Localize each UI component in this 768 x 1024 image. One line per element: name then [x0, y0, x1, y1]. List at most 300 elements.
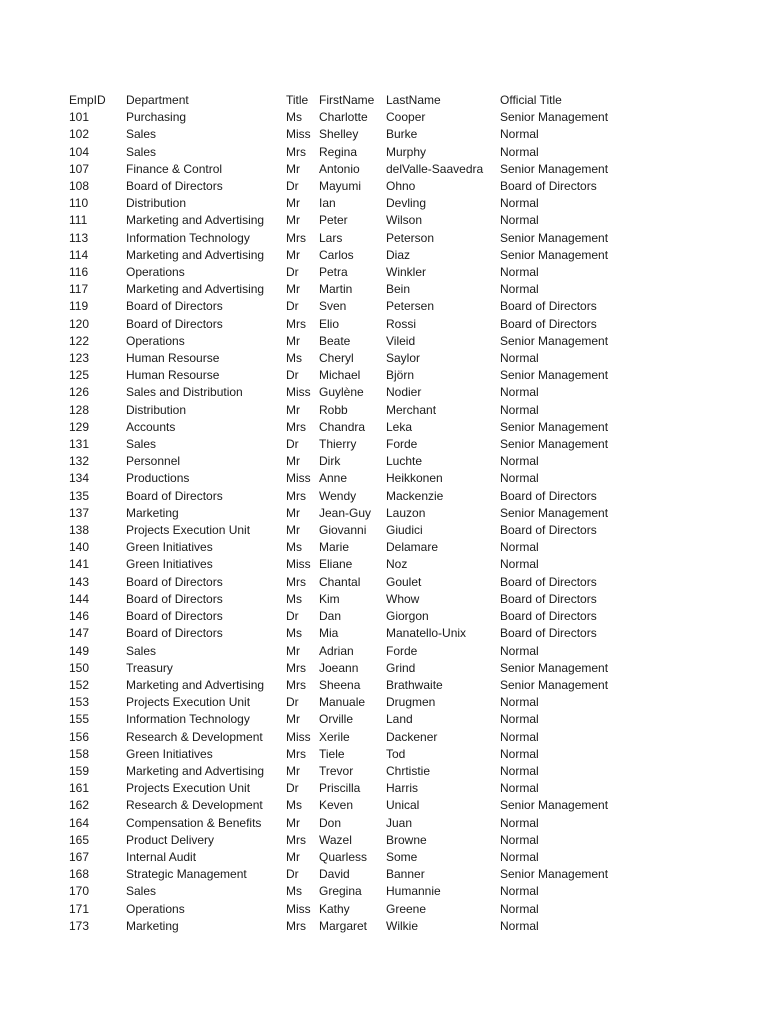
cell-lastname: Luchte: [386, 454, 423, 469]
cell-firstname: Charlotte: [319, 110, 368, 125]
cell-firstname: Quarless: [319, 849, 368, 864]
table-row: [69, 230, 630, 247]
cell-department: Purchasing: [126, 110, 187, 125]
cell-lastname: Juan: [386, 815, 413, 830]
cell-title: Mr: [286, 196, 300, 211]
cell-official-title: Board of Directors: [500, 574, 597, 589]
cell-department: Personnel: [126, 454, 181, 469]
cell-official-title: Normal: [500, 643, 539, 658]
cell-official-title: Normal: [500, 746, 539, 761]
cell-title: Ms: [286, 540, 302, 555]
table-row: [69, 384, 630, 401]
cell-firstname: Marie: [319, 540, 350, 555]
cell-official-title: Normal: [500, 471, 539, 486]
cell-title: Mrs: [286, 488, 306, 503]
cell-lastname: Nodier: [386, 385, 422, 400]
cell-official-title: Board of Directors: [500, 626, 597, 641]
cell-empid: 116: [69, 265, 89, 280]
cell-empid: 137: [69, 505, 90, 520]
cell-firstname: Dan: [319, 609, 342, 624]
cell-official-title: Normal: [500, 832, 539, 847]
table-row: [69, 264, 630, 281]
cell-title: Dr: [286, 265, 299, 280]
cell-official-title: Normal: [500, 385, 539, 400]
cell-department: Board of Directors: [126, 179, 223, 194]
cell-title: Mr: [286, 247, 300, 262]
cell-firstname: Wendy: [319, 488, 357, 503]
cell-firstname: Mayumi: [319, 179, 362, 194]
cell-official-title: Normal: [500, 884, 539, 899]
cell-lastname: Devling: [386, 196, 427, 211]
cell-official-title: Normal: [500, 402, 539, 417]
cell-department: Board of Directors: [126, 299, 223, 314]
cell-empid: 165: [69, 832, 90, 847]
cell-title: Miss: [286, 557, 311, 572]
table-row: [69, 126, 630, 143]
cell-department: Internal Audit: [126, 849, 197, 864]
cell-lastname: Browne: [386, 832, 427, 847]
table-row: [69, 901, 630, 918]
cell-lastname: Mackenzie: [386, 488, 444, 503]
cell-official-title: Normal: [500, 213, 539, 228]
cell-empid: 140: [69, 540, 90, 555]
cell-lastname: Delamare: [386, 540, 439, 555]
header-official-title: Official Title: [500, 93, 562, 107]
cell-title: Ms: [286, 351, 302, 366]
cell-empid: 128: [69, 402, 90, 417]
table-row: [69, 711, 630, 728]
cell-title: Ms: [286, 591, 302, 606]
cell-title: Ms: [286, 884, 302, 899]
table-row: [69, 643, 630, 660]
header-department: Department: [126, 93, 189, 107]
cell-empid: 161: [69, 781, 90, 796]
cell-empid: 144: [69, 591, 90, 606]
cell-lastname: Manatello-Unix: [386, 626, 467, 641]
cell-department: Board of Directors: [126, 574, 223, 589]
cell-department: Productions: [126, 471, 190, 486]
table-row: [69, 918, 630, 935]
cell-firstname: Priscilla: [319, 781, 361, 796]
cell-title: Miss: [286, 127, 311, 142]
cell-firstname: Sven: [319, 299, 347, 314]
cell-title: Mrs: [286, 316, 306, 331]
cell-department: Marketing and Advertising: [126, 677, 265, 692]
header-empid: EmpID: [69, 93, 106, 107]
cell-department: Green Initiatives: [126, 746, 213, 761]
cell-lastname: Forde: [386, 643, 418, 658]
cell-empid: 135: [69, 488, 90, 503]
cell-empid: 113: [69, 230, 89, 245]
cell-empid: 173: [69, 918, 90, 933]
cell-title: Ms: [286, 110, 302, 125]
cell-empid: 156: [69, 729, 90, 744]
cell-empid: 101: [69, 110, 90, 125]
cell-official-title: Normal: [500, 540, 539, 555]
cell-empid: 158: [69, 746, 90, 761]
cell-official-title: Normal: [500, 763, 539, 778]
cell-department: Marketing: [126, 505, 179, 520]
cell-lastname: Goulet: [386, 574, 422, 589]
cell-firstname: Orville: [319, 712, 354, 727]
cell-official-title: Normal: [500, 815, 539, 830]
cell-lastname: Tod: [386, 746, 406, 761]
cell-official-title: Senior Management: [500, 867, 609, 882]
cell-firstname: Regina: [319, 144, 358, 159]
cell-empid: 147: [69, 626, 90, 641]
cell-department: Sales: [126, 437, 157, 452]
cell-firstname: Eliane: [319, 557, 353, 572]
table-row: [69, 556, 630, 573]
cell-lastname: Petersen: [386, 299, 435, 314]
cell-title: Ms: [286, 798, 302, 813]
cell-firstname: Joeann: [319, 660, 359, 675]
cell-lastname: Unical: [386, 798, 420, 813]
cell-empid: 141: [69, 557, 90, 572]
cell-empid: 134: [69, 471, 90, 486]
cell-lastname: Bein: [386, 282, 411, 297]
cell-firstname: Chandra: [319, 419, 366, 434]
cell-lastname: Drugmen: [386, 695, 436, 710]
cell-firstname: Ian: [319, 196, 336, 211]
cell-department: Strategic Management: [126, 867, 247, 882]
cell-official-title: Normal: [500, 712, 539, 727]
cell-department: Sales: [126, 144, 157, 159]
cell-firstname: Kathy: [319, 901, 350, 916]
cell-lastname: Dackener: [386, 729, 438, 744]
cell-title: Mrs: [286, 574, 306, 589]
table-row: [69, 522, 630, 539]
cell-lastname: Diaz: [386, 247, 411, 262]
cell-title: Dr: [286, 437, 299, 452]
cell-empid: 162: [69, 798, 90, 813]
cell-firstname: Guylène: [319, 385, 364, 400]
table-row: [69, 212, 630, 229]
table-row: [69, 488, 630, 505]
cell-firstname: Xerile: [319, 729, 350, 744]
cell-lastname: Forde: [386, 437, 418, 452]
cell-lastname: Some: [386, 849, 418, 864]
cell-department: Distribution: [126, 196, 187, 211]
cell-official-title: Board of Directors: [500, 488, 597, 503]
cell-lastname: Giorgon: [386, 609, 429, 624]
cell-empid: 149: [69, 643, 90, 658]
cell-department: Operations: [126, 333, 185, 348]
cell-lastname: Saylor: [386, 351, 421, 366]
cell-title: Ms: [286, 626, 302, 641]
cell-official-title: Board of Directors: [500, 609, 597, 624]
table-row: [69, 866, 630, 883]
cell-title: Dr: [286, 179, 299, 194]
cell-official-title: Normal: [500, 127, 539, 142]
cell-department: Finance & Control: [126, 161, 223, 176]
cell-lastname: Chrtistie: [386, 763, 431, 778]
cell-official-title: Normal: [500, 901, 539, 916]
cell-title: Mr: [286, 643, 300, 658]
cell-department: Sales: [126, 643, 157, 658]
table-row: [69, 574, 630, 591]
cell-department: Research & Development: [126, 798, 263, 813]
cell-title: Mr: [286, 402, 300, 417]
cell-title: Dr: [286, 867, 299, 882]
cell-empid: 125: [69, 368, 90, 383]
cell-department: Board of Directors: [126, 488, 223, 503]
cell-department: Compensation & Benefits: [126, 815, 262, 830]
cell-empid: 110: [69, 196, 89, 211]
cell-empid: 111: [69, 213, 88, 228]
cell-title: Mr: [286, 282, 300, 297]
cell-title: Mr: [286, 505, 300, 520]
cell-title: Miss: [286, 901, 311, 916]
cell-official-title: Normal: [500, 695, 539, 710]
cell-lastname: Winkler: [386, 265, 427, 280]
cell-department: Sales: [126, 127, 157, 142]
cell-title: Mr: [286, 333, 300, 348]
cell-department: Board of Directors: [126, 626, 223, 641]
table-row: [69, 281, 630, 298]
cell-empid: 122: [69, 333, 90, 348]
cell-firstname: Robb: [319, 402, 348, 417]
cell-title: Dr: [286, 368, 299, 383]
table-row: [69, 453, 630, 470]
table-row: [69, 402, 630, 419]
employee-table: [69, 92, 630, 935]
cell-firstname: Thierry: [319, 437, 357, 452]
cell-official-title: Normal: [500, 781, 539, 796]
cell-title: Mrs: [286, 746, 306, 761]
cell-firstname: Elio: [319, 316, 340, 331]
cell-empid: 102: [69, 127, 90, 142]
cell-lastname: Whow: [386, 591, 420, 606]
header-title: Title: [286, 93, 309, 107]
cell-firstname: Michael: [319, 368, 361, 383]
cell-empid: 138: [69, 523, 90, 538]
cell-firstname: Gregina: [319, 884, 362, 899]
table-row: [69, 729, 630, 746]
cell-official-title: Normal: [500, 454, 539, 469]
cell-department: Marketing and Advertising: [126, 247, 265, 262]
cell-lastname: delValle-Saavedra: [386, 161, 484, 176]
table-row: [69, 883, 630, 900]
cell-empid: 120: [69, 316, 90, 331]
cell-firstname: Adrian: [319, 643, 354, 658]
cell-title: Mr: [286, 523, 300, 538]
cell-firstname: Sheena: [319, 677, 361, 692]
cell-lastname: Cooper: [386, 110, 426, 125]
cell-firstname: Trevor: [319, 763, 354, 778]
table-row: [69, 539, 630, 556]
cell-firstname: Kim: [319, 591, 340, 606]
cell-lastname: Peterson: [386, 230, 435, 245]
cell-empid: 126: [69, 385, 90, 400]
cell-empid: 171: [69, 901, 90, 916]
cell-official-title: Senior Management: [500, 161, 609, 176]
cell-official-title: Normal: [500, 265, 539, 280]
cell-lastname: Leka: [386, 419, 413, 434]
cell-firstname: Martin: [319, 282, 353, 297]
cell-department: Product Delivery: [126, 832, 215, 847]
cell-official-title: Normal: [500, 729, 539, 744]
cell-empid: 123: [69, 351, 90, 366]
cell-lastname: Land: [386, 712, 413, 727]
cell-lastname: Brathwaite: [386, 677, 443, 692]
header-firstname: FirstName: [319, 93, 375, 107]
cell-department: Human Resourse: [126, 351, 220, 366]
cell-empid: 159: [69, 763, 90, 778]
cell-firstname: Antonio: [319, 161, 360, 176]
cell-lastname: Lauzon: [386, 505, 426, 520]
cell-firstname: Manuale: [319, 695, 366, 710]
cell-official-title: Senior Management: [500, 110, 609, 125]
cell-department: Treasury: [126, 660, 173, 675]
cell-department: Information Technology: [126, 712, 250, 727]
cell-lastname: Harris: [386, 781, 418, 796]
cell-empid: 132: [69, 454, 90, 469]
cell-firstname: Carlos: [319, 247, 354, 262]
cell-title: Mr: [286, 763, 300, 778]
cell-department: Marketing: [126, 918, 179, 933]
cell-firstname: David: [319, 867, 350, 882]
cell-firstname: Wazel: [319, 832, 352, 847]
cell-department: Projects Execution Unit: [126, 695, 251, 710]
cell-empid: 170: [69, 884, 90, 899]
cell-department: Operations: [126, 901, 185, 916]
cell-department: Marketing and Advertising: [126, 282, 265, 297]
cell-official-title: Board of Directors: [500, 299, 597, 314]
cell-department: Projects Execution Unit: [126, 781, 251, 796]
cell-official-title: Senior Management: [500, 368, 609, 383]
table-row: [69, 608, 630, 625]
table-row: [69, 849, 630, 866]
cell-title: Mr: [286, 213, 300, 228]
cell-official-title: Normal: [500, 144, 539, 159]
table-row: [69, 815, 630, 832]
cell-department: Sales and Distribution: [126, 385, 243, 400]
cell-firstname: Beate: [319, 333, 351, 348]
cell-empid: 114: [69, 247, 89, 262]
cell-title: Miss: [286, 385, 311, 400]
cell-official-title: Normal: [500, 557, 539, 572]
table-row: [69, 832, 630, 849]
cell-official-title: Board of Directors: [500, 523, 597, 538]
cell-official-title: Board of Directors: [500, 591, 597, 606]
cell-title: Mrs: [286, 230, 306, 245]
cell-department: Operations: [126, 265, 185, 280]
cell-official-title: Senior Management: [500, 677, 609, 692]
cell-title: Miss: [286, 471, 311, 486]
table-row: [69, 746, 630, 763]
cell-empid: 117: [69, 282, 89, 297]
cell-lastname: Grind: [386, 660, 416, 675]
table-row: [69, 298, 630, 315]
cell-firstname: Shelley: [319, 127, 359, 142]
cell-official-title: Senior Management: [500, 419, 609, 434]
cell-title: Mr: [286, 454, 300, 469]
cell-firstname: Giovanni: [319, 523, 367, 538]
cell-empid: 129: [69, 419, 90, 434]
table-row: [69, 660, 630, 677]
cell-title: Mrs: [286, 918, 306, 933]
cell-firstname: Dirk: [319, 454, 341, 469]
cell-official-title: Board of Directors: [500, 316, 597, 331]
header-lastname: LastName: [386, 93, 441, 107]
cell-firstname: Cheryl: [319, 351, 354, 366]
cell-official-title: Senior Management: [500, 333, 609, 348]
table-row: [69, 694, 630, 711]
table-row: [69, 625, 630, 642]
cell-empid: 153: [69, 695, 90, 710]
cell-title: Mr: [286, 849, 300, 864]
cell-firstname: Petra: [319, 265, 348, 280]
cell-title: Dr: [286, 609, 299, 624]
cell-title: Miss: [286, 729, 311, 744]
cell-empid: 143: [69, 574, 90, 589]
table-row: [69, 780, 630, 797]
cell-empid: 155: [69, 712, 90, 727]
cell-department: Board of Directors: [126, 591, 223, 606]
cell-department: Human Resourse: [126, 368, 220, 383]
cell-title: Mr: [286, 815, 300, 830]
cell-empid: 107: [69, 161, 90, 176]
table-row: [69, 419, 630, 436]
cell-lastname: Rossi: [386, 316, 417, 331]
table-row: [69, 316, 630, 333]
cell-official-title: Senior Management: [500, 505, 609, 520]
cell-department: Information Technology: [126, 230, 250, 245]
cell-empid: 152: [69, 677, 90, 692]
cell-lastname: Murphy: [386, 144, 427, 159]
cell-lastname: Burke: [386, 127, 418, 142]
cell-empid: 150: [69, 660, 90, 675]
table-row: [69, 109, 630, 126]
cell-department: Projects Execution Unit: [126, 523, 251, 538]
cell-lastname: Vileid: [386, 333, 416, 348]
table-row: [69, 436, 630, 453]
cell-official-title: Senior Management: [500, 437, 609, 452]
table-row: [69, 763, 630, 780]
table-row: [69, 591, 630, 608]
cell-empid: 146: [69, 609, 90, 624]
cell-official-title: Senior Management: [500, 660, 609, 675]
cell-title: Mrs: [286, 660, 306, 675]
cell-department: Marketing and Advertising: [126, 213, 265, 228]
cell-department: Marketing and Advertising: [126, 763, 265, 778]
table-row: [69, 350, 630, 367]
cell-lastname: Heikkonen: [386, 471, 443, 486]
table-row: [69, 144, 630, 161]
cell-firstname: Chantal: [319, 574, 361, 589]
cell-firstname: Tiele: [319, 746, 345, 761]
cell-lastname: Noz: [386, 557, 408, 572]
cell-lastname: Ohno: [386, 179, 416, 194]
cell-empid: 164: [69, 815, 90, 830]
table-row: [69, 178, 630, 195]
table-body: [69, 109, 630, 935]
cell-official-title: Board of Directors: [500, 179, 597, 194]
table-row: [69, 333, 630, 350]
table-row: [69, 797, 630, 814]
cell-title: Mrs: [286, 677, 306, 692]
cell-official-title: Senior Management: [500, 798, 609, 813]
cell-official-title: Normal: [500, 196, 539, 211]
cell-lastname: Banner: [386, 867, 425, 882]
table-row: [69, 195, 630, 212]
cell-title: Dr: [286, 781, 299, 796]
cell-title: Dr: [286, 299, 299, 314]
cell-lastname: Björn: [386, 368, 415, 383]
cell-official-title: Normal: [500, 849, 539, 864]
cell-firstname: Lars: [319, 230, 343, 245]
